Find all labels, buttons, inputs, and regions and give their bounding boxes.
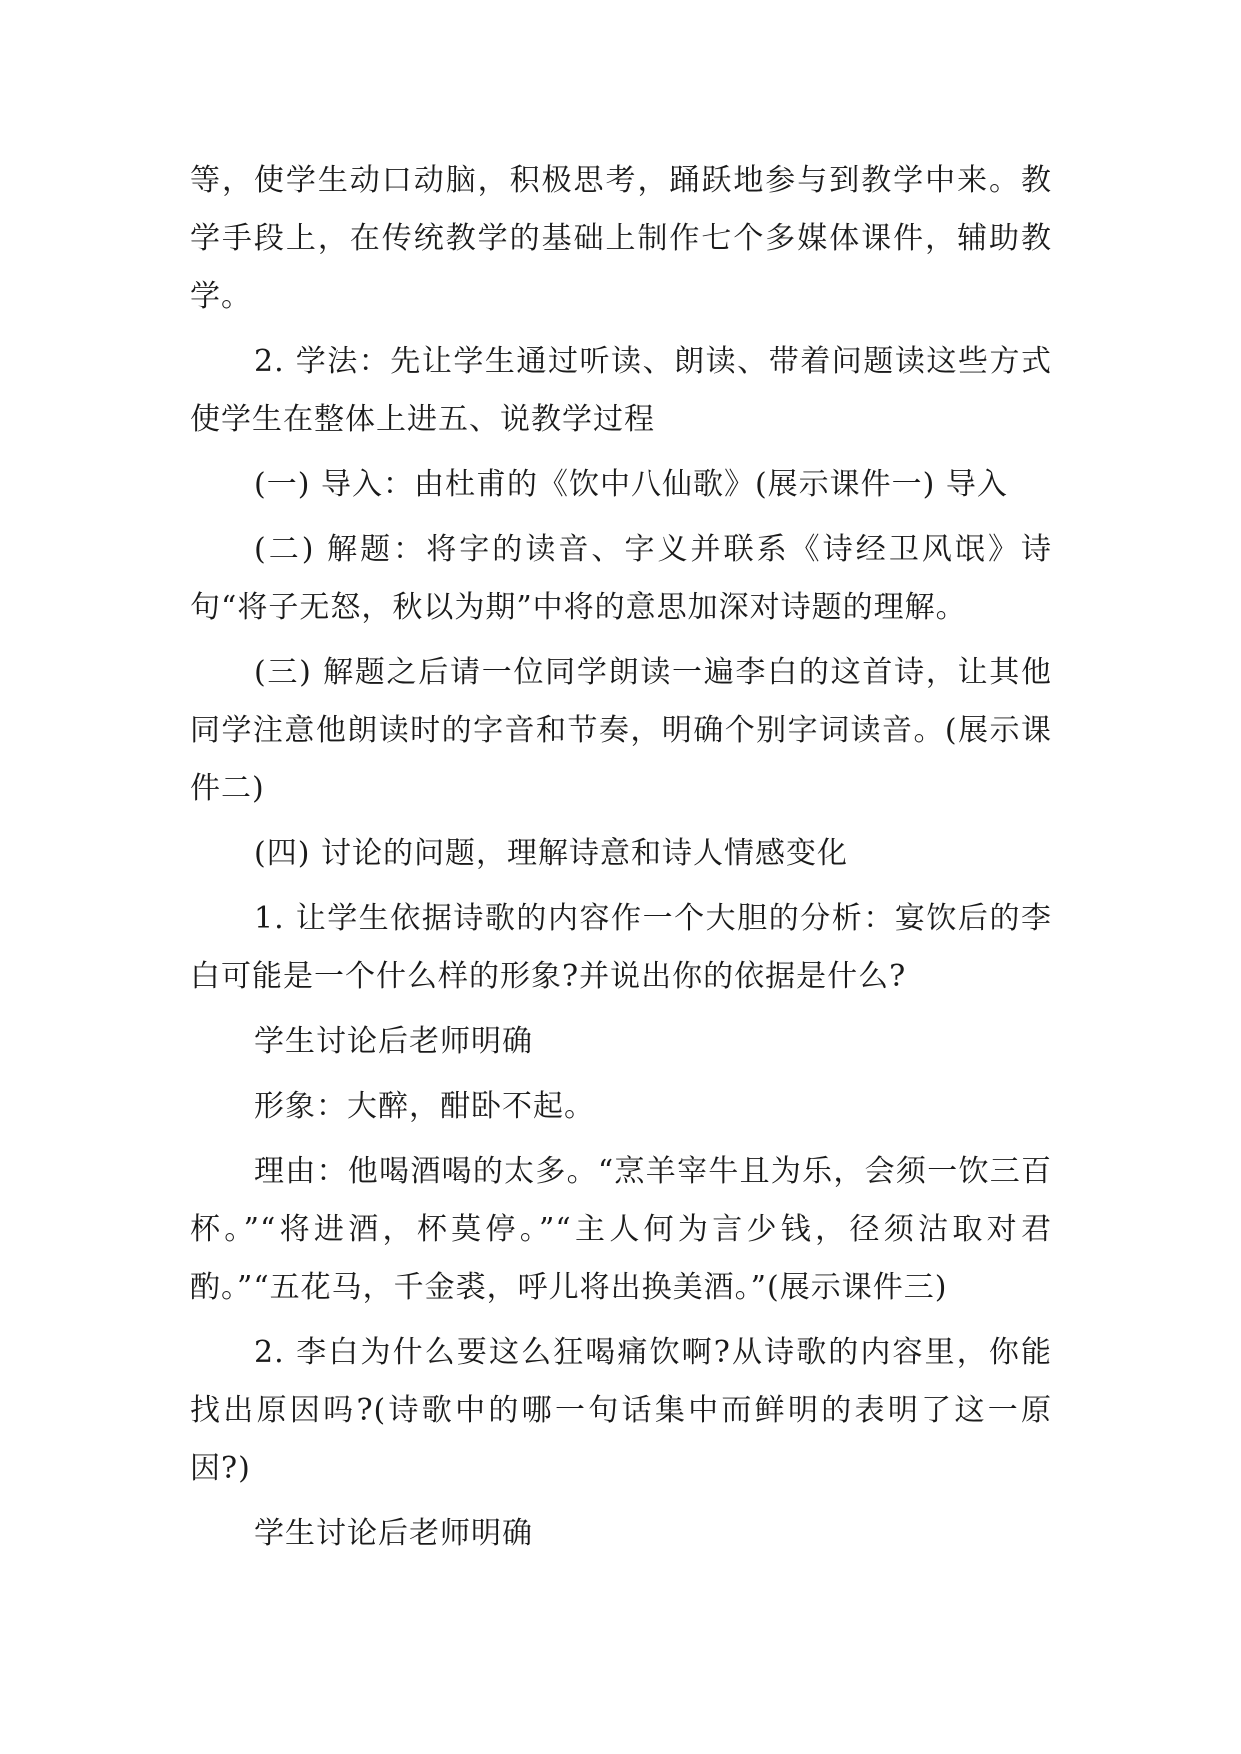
paragraph-teaching-method-continued: 等，使学生动口动脑，积极思考，踊跃地参与到教学中来。教学手段上，在传统教学的基础上制作七个多媒体课件，辅助教学。 bbox=[190, 163, 1052, 314]
paragraph-image-answer: 形象：大醉，酣卧不起。 bbox=[254, 1089, 595, 1124]
document-page bbox=[190, 152, 1052, 1570]
paragraph-teacher-clarifies-1: 学生讨论后老师明确 bbox=[254, 1024, 533, 1059]
paragraph-teacher-clarifies-2: 学生讨论后老师明确 bbox=[254, 1516, 533, 1551]
paragraph-question-2: 2. 李白为什么要这么狂喝痛饮啊?从诗歌的内容里，你能找出原因吗?(诗歌中的哪一句话集中而鲜明的表明了这一原因?) bbox=[190, 1335, 1052, 1486]
paragraph-step-discussion: (四) 讨论的问题，理解诗意和诗人情感变化 bbox=[254, 836, 848, 871]
paragraph-step-reading: (三) 解题之后请一位同学朗读一遍李白的这首诗，让其他同学注意他朗读时的字音和节奏，明确个别字词读音。(展示课件二) bbox=[190, 655, 1052, 806]
paragraph-step-introduction: (一) 导入：由杜甫的《饮中八仙歌》(展示课件一) 导入 bbox=[254, 467, 1008, 502]
paragraph-question-1: 1. 让学生依据诗歌的内容作一个大胆的分析：宴饮后的李白可能是一个什么样的形象?并说出你的依据是什么? bbox=[190, 901, 1052, 994]
paragraph-reason-answer: 理由：他喝酒喝的太多。“烹羊宰牛且为乐，会须一饮三百杯。”“将进酒，杯莫停。”“主人何为言少钱，径须沽取对君酌。”“五花马，千金裘，呼儿将出换美酒。”(展示课件三) bbox=[190, 1154, 1052, 1305]
paragraph-learning-method: 2. 学法：先让学生通过听读、朗读、带着问题读这些方式使学生在整体上进五、说教学过程 bbox=[190, 344, 1052, 437]
paragraph-step-title-explanation: (二) 解题：将字的读音、字义并联系《诗经卫风氓》诗句“将子无怒，秋以为期”中将的意思加深对诗题的理解。 bbox=[190, 532, 1052, 625]
